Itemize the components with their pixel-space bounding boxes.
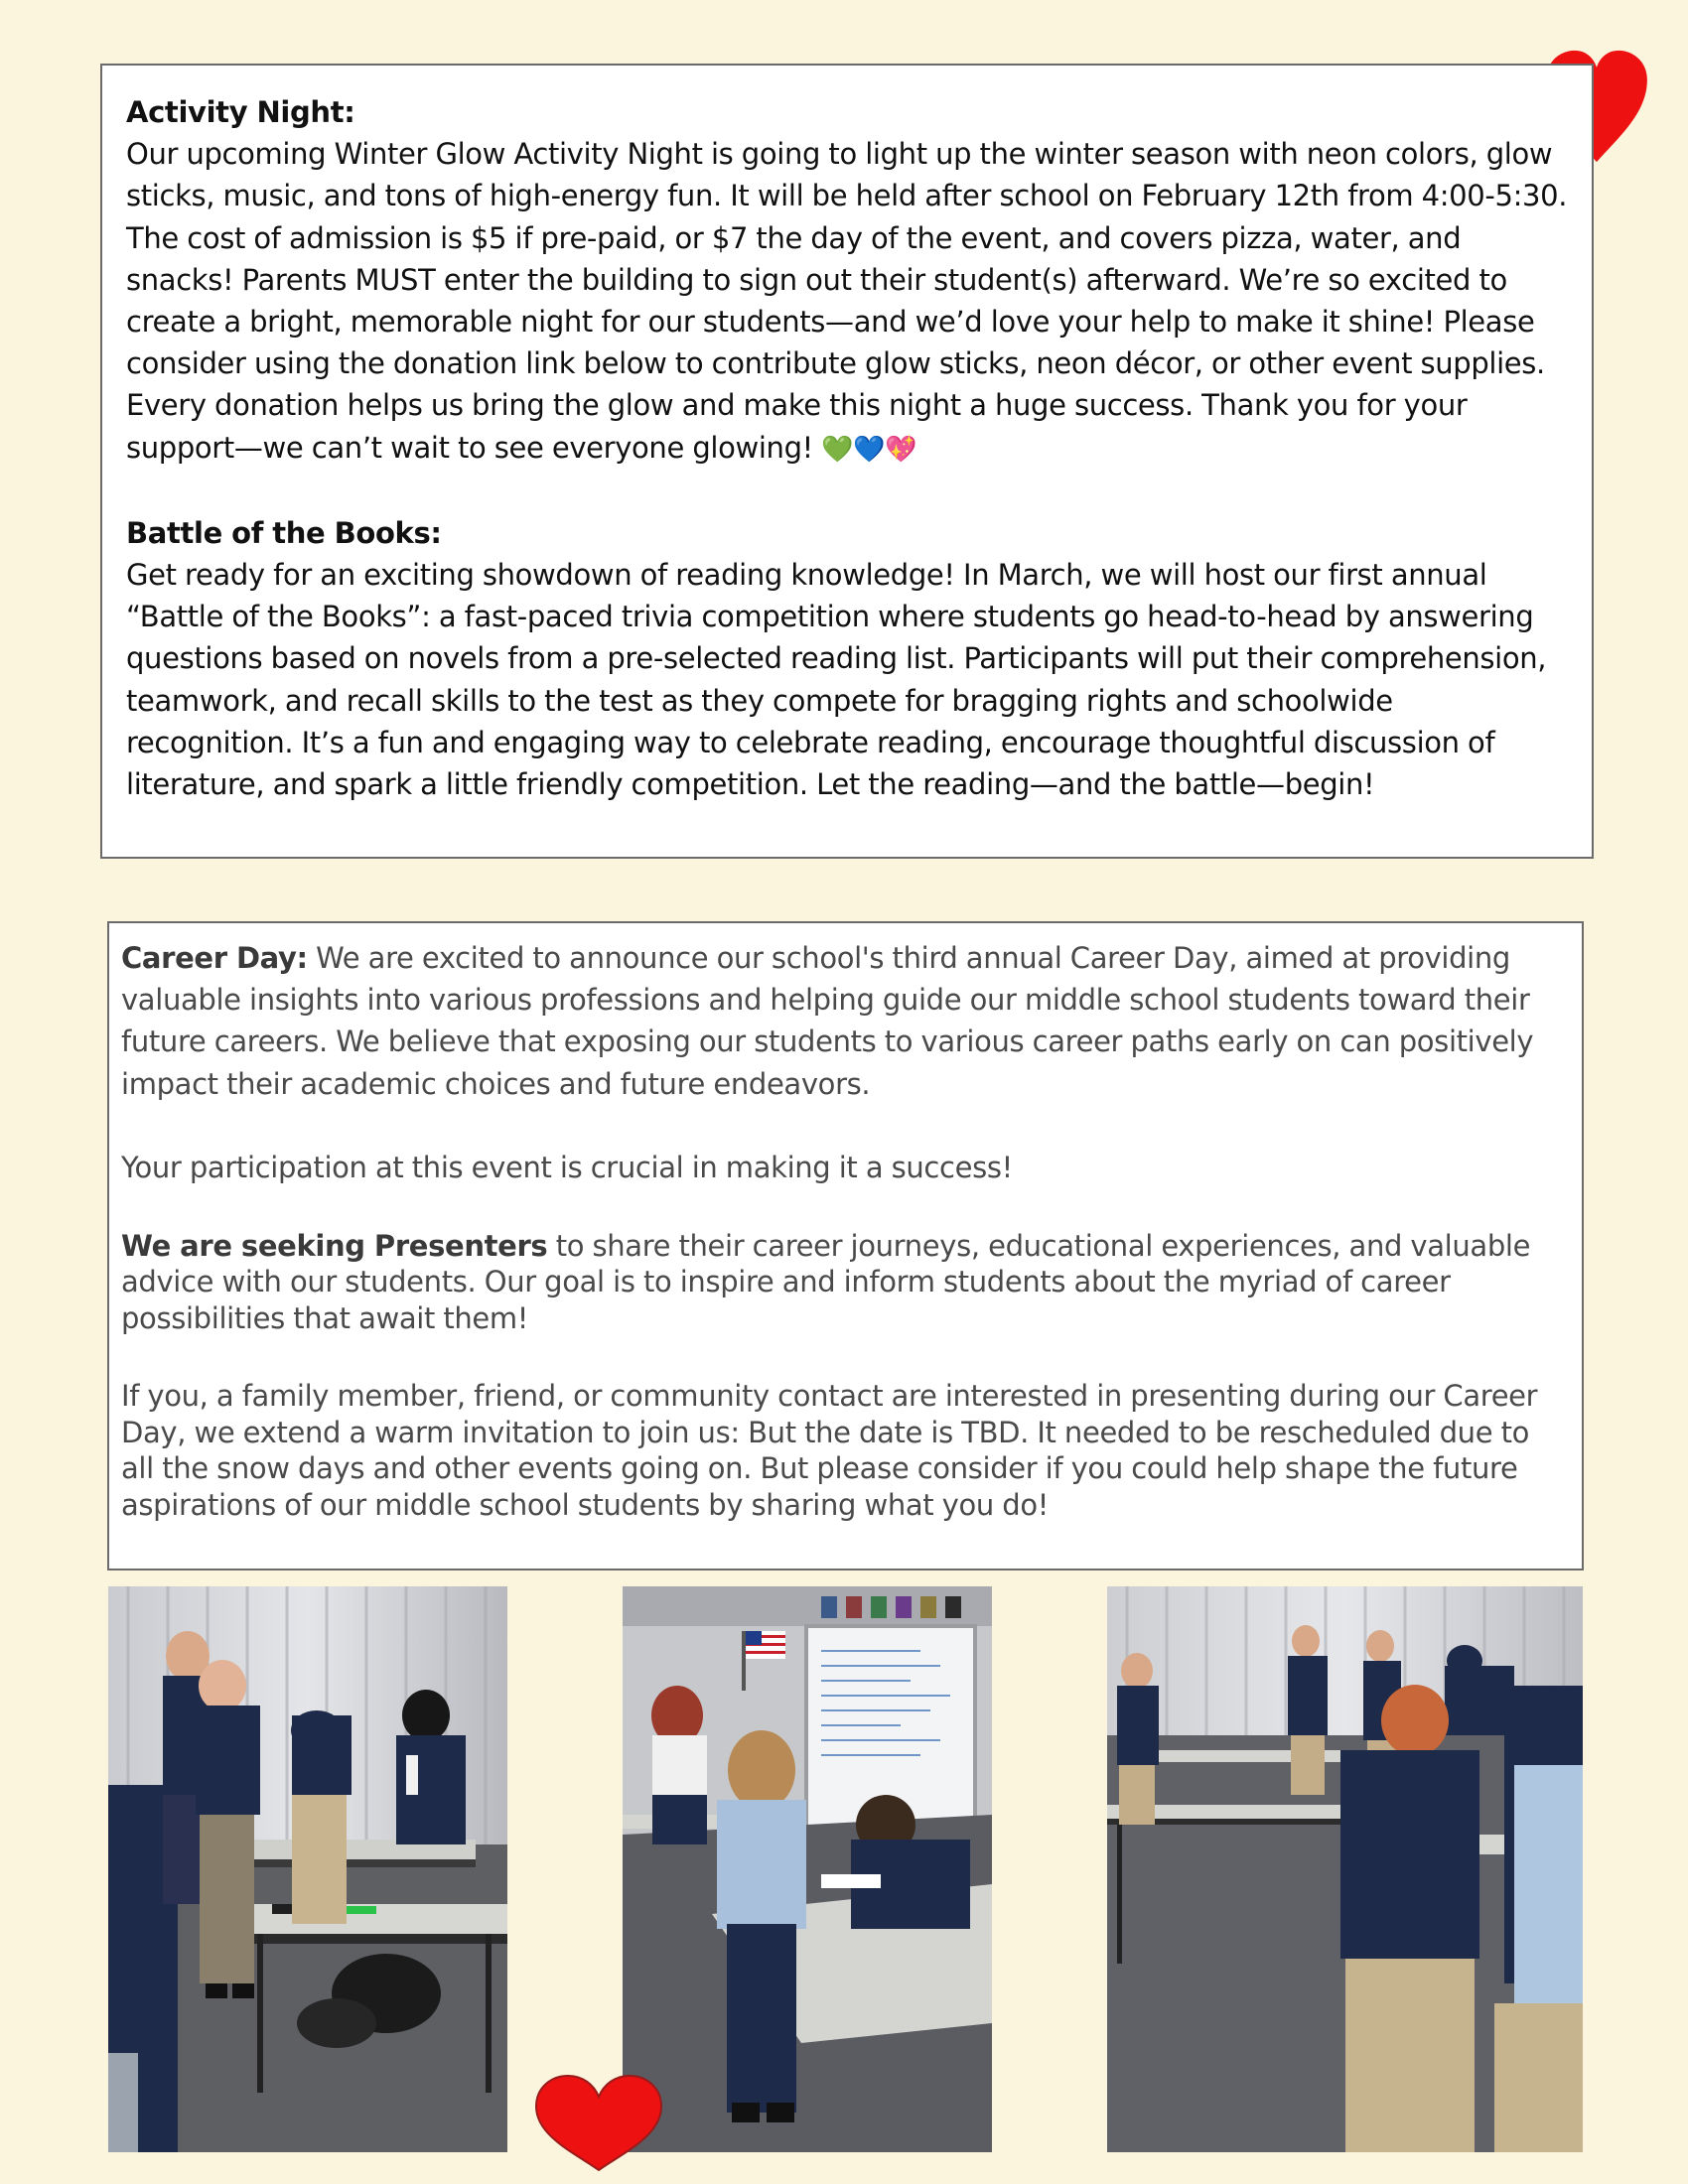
career-day-intro-text: We are excited to announce our school's third annual Career Day, aimed at providing valuable insights into various professions and helping guide our middle school students toward their future careers. We believe that exposing our students to various career paths early on can positively impact their academic choices and future endeavors. xyxy=(121,941,1534,1101)
hearts-emoji: 💚💙💖 xyxy=(821,434,917,465)
activities-box xyxy=(100,64,1594,859)
activity-night-heading: Activity Night: xyxy=(126,95,355,129)
classroom-photo-2 xyxy=(623,1586,992,2152)
classroom-photo-3 xyxy=(1107,1586,1583,2152)
battle-of-books-body: Get ready for an exciting showdown of reading knowledge! In March, we will host our first annual “Battle of the Books”: a fast-paced trivia competition where students go head-to-head by answering questions based on novels from a pre-selected reading list. Participants will put their comprehension, teamwork, and recall skills to the test as they compete for bragging rights and schoolwide recognition. It’s a fun and engaging way to celebrate reading, encourage thoughtful discussion of literature, and spark a little friendly competition. Let the reading—and the battle—begin! xyxy=(126,558,1547,802)
presenters-bold: We are seeking Presenters xyxy=(121,1228,548,1263)
career-day-heading: Career Day: xyxy=(121,941,308,975)
career-day-invitation: If you, a family member, friend, or community contact are interested in presenting during our Career Day, we extend a warm invitation to join us: But the date is TBD. It needed to be rescheduled due to all the snow days and other events going on. But please consider if you could help shape the future aspirations of our middle school students by sharing what you do! xyxy=(121,1379,1538,1522)
heart-icon xyxy=(533,2073,664,2172)
career-day-intro xyxy=(121,937,1570,1105)
presenters-text: to share their career journeys, educational experiences, and valuable advice with our students. Our goal is to inspire and inform students about the myriad of career possibilities that await them! xyxy=(121,1228,1531,1335)
career-day-box xyxy=(107,921,1584,1570)
battle-of-books-section xyxy=(126,512,1568,805)
activity-night-body: Our upcoming Winter Glow Activity Night is going to light up the winter season with neon colors, glow sticks, music, and tons of high-energy fun. It will be held after school on February 12th from 4:00-5:30. The cost of admission is $5 if pre-paid, or $7 the day of the event, and covers pizza, water, and snacks! Parents MUST enter the building to sign out their student(s) afterward. We’re so excited to create a bright, memorable night for our students—and we’d love your help to make it shine! Please consider using the donation link below to contribute glow sticks, neon décor, or other event supplies. Every donation helps us bring the glow and make this night a huge success. Thank you for your support—we can’t wait to see everyone glowing! xyxy=(126,137,1568,465)
career-day-participation: Your participation at this event is crucial in making it a success! xyxy=(121,1150,1013,1184)
career-day-presenters xyxy=(121,1228,1570,1337)
activity-night-section xyxy=(126,91,1568,471)
battle-of-books-heading: Battle of the Books: xyxy=(126,515,442,550)
classroom-photo-1 xyxy=(108,1586,507,2152)
